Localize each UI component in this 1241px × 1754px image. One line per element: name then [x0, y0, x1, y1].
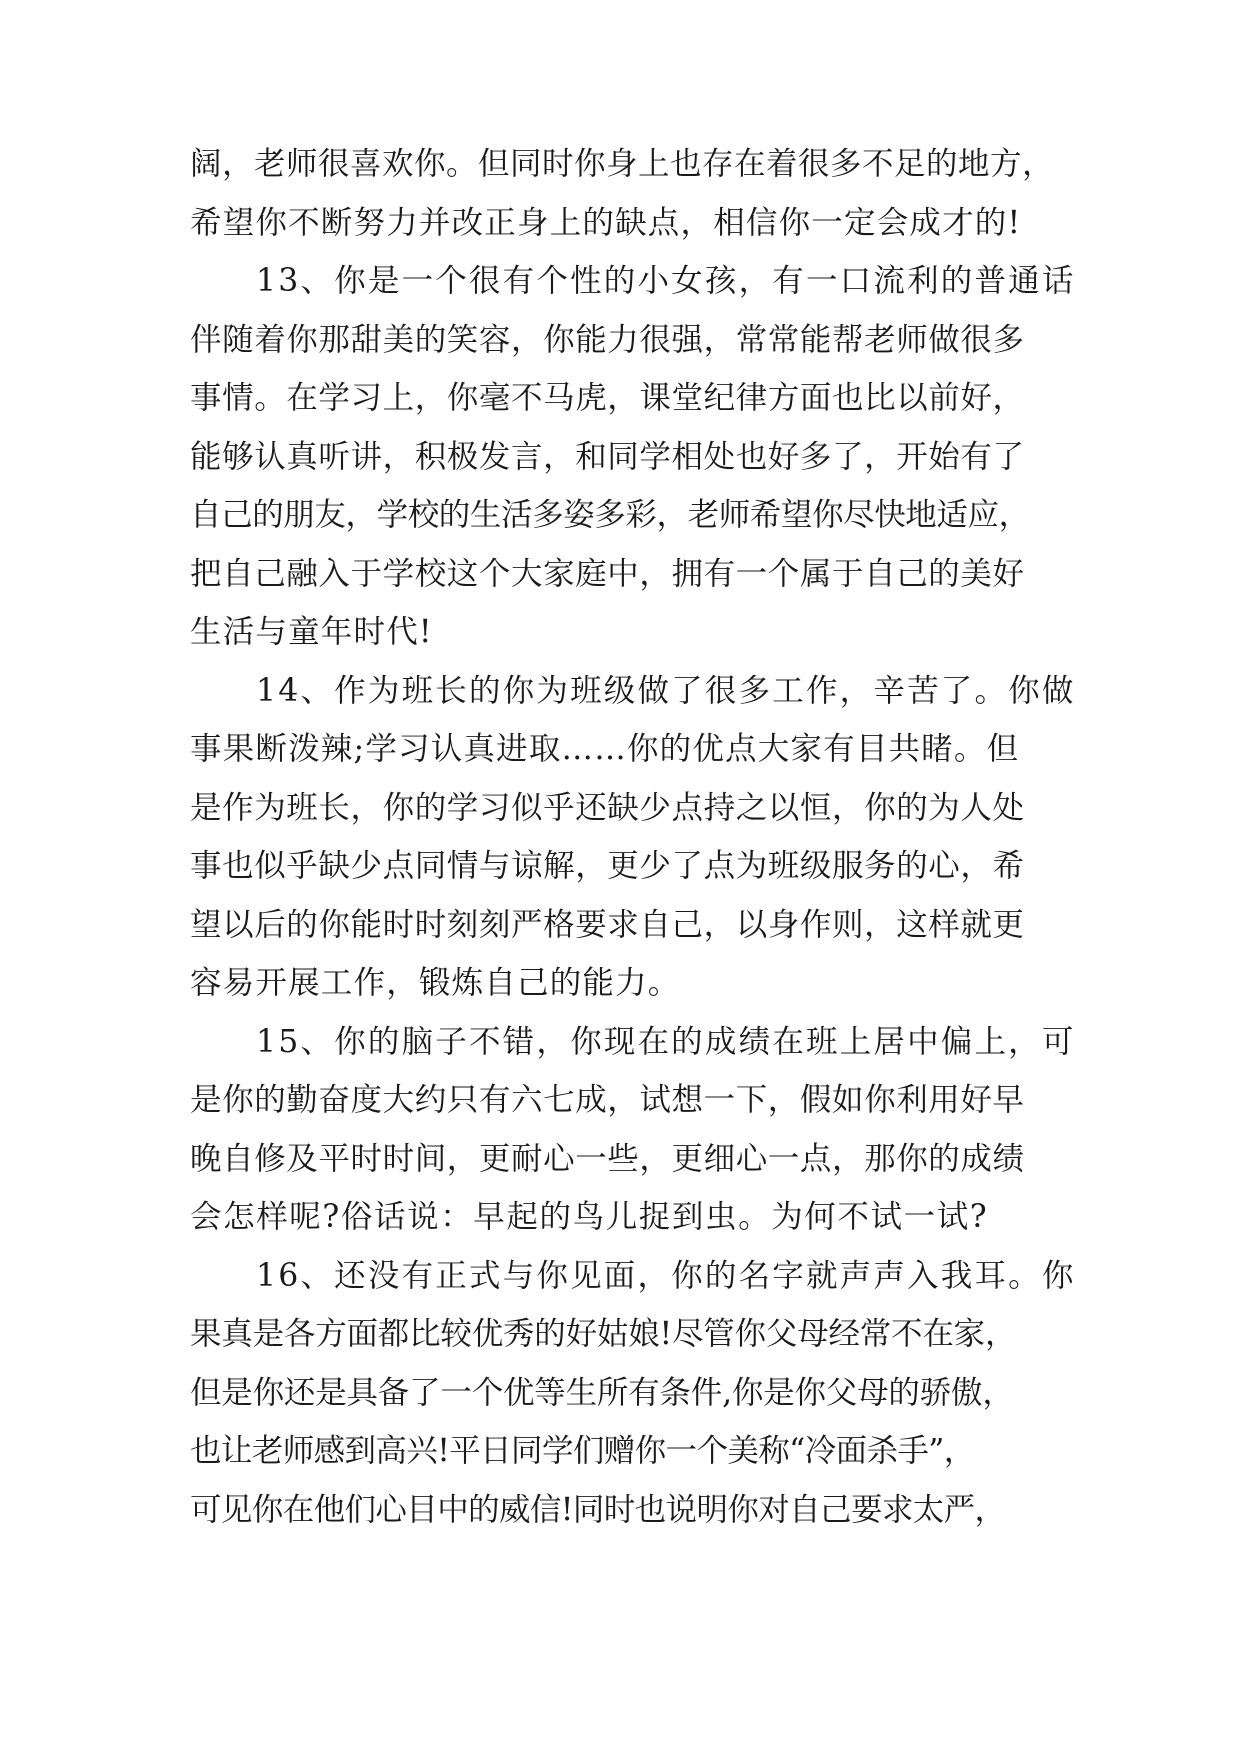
text-line: 但是你还是具备了一个优等生所有条件,你是你父母的骄傲， [190, 1374, 1014, 1411]
text-line: 事情。在学习上，你毫不马虎，课堂纪律方面也比以前好， [190, 380, 1025, 416]
text-line: 把自己融入于学校这个大家庭中，拥有一个属于自己的美好 [190, 555, 1025, 592]
text-line: 阔，老师很喜欢你。但同时你身上也存在着很多不足的地方， [190, 146, 1055, 182]
text-line: 望以后的你能时时刻刻严格要求自己，以身作则，这样就更 [190, 906, 1025, 943]
text-line: 希望你不断努力并改正身上的缺点，相信你一定会成才的! [190, 204, 1022, 241]
text-line: 容易开展工作，锻炼自己的能力。 [190, 965, 681, 1001]
text-line: 是你的勤奋度大约只有六七成，试想一下，假如你利用好早 [190, 1082, 1025, 1118]
text-line: 伴随着你那甜美的笑容，你能力很强，常常能帮老师做很多 [190, 321, 1025, 358]
document-page [190, 135, 1076, 1539]
text-line: 能够认真听讲，积极发言，和同学相处也好多了，开始有了 [190, 438, 1025, 475]
text-line: 生活与童年时代! [190, 614, 433, 650]
text-line: 也让老师感到高兴!平日同学们赠你一个美称“冷面杀手”， [190, 1433, 975, 1469]
text-line: 果真是各方面都比较优秀的好姑娘!尽管你父母经常不在家， [190, 1316, 1017, 1352]
text-line: 会怎样呢?俗话说：早起的鸟儿捉到虫。为何不试一试? [190, 1199, 989, 1235]
text-line: 事也似乎缺少点同情与谅解，更少了点为班级服务的心，希 [190, 848, 1025, 884]
paragraph-13-first-line: 13、你是一个很有个性的小女孩，有一口流利的普通话 [256, 263, 1076, 299]
paragraph-16-first-line: 16、还没有正式与你见面，你的名字就声声入我耳。你 [256, 1257, 1076, 1294]
text-line: 自己的朋友，学校的生活多姿多彩，老师希望你尽快地适应， [190, 497, 1030, 533]
text-line: 是作为班长，你的学习似乎还缺少点持之以恒，你的为人处 [190, 789, 1025, 826]
text-line: 晚自修及平时时间，更耐心一些，更细心一点，那你的成绩 [190, 1140, 1025, 1177]
paragraph-15-first-line: 15、你的脑子不错，你现在的成绩在班上居中偏上，可 [256, 1023, 1076, 1060]
text-line: 事果断泼辣;学习认真进取……你的优点大家有目共睹。但 [190, 731, 1020, 767]
paragraph-14-first-line: 14、作为班长的你为班级做了很多工作，辛苦了。你做 [256, 672, 1076, 709]
text-line: 可见你在他们心目中的威信!同时也说明你对自己要求太严， [190, 1491, 1006, 1528]
